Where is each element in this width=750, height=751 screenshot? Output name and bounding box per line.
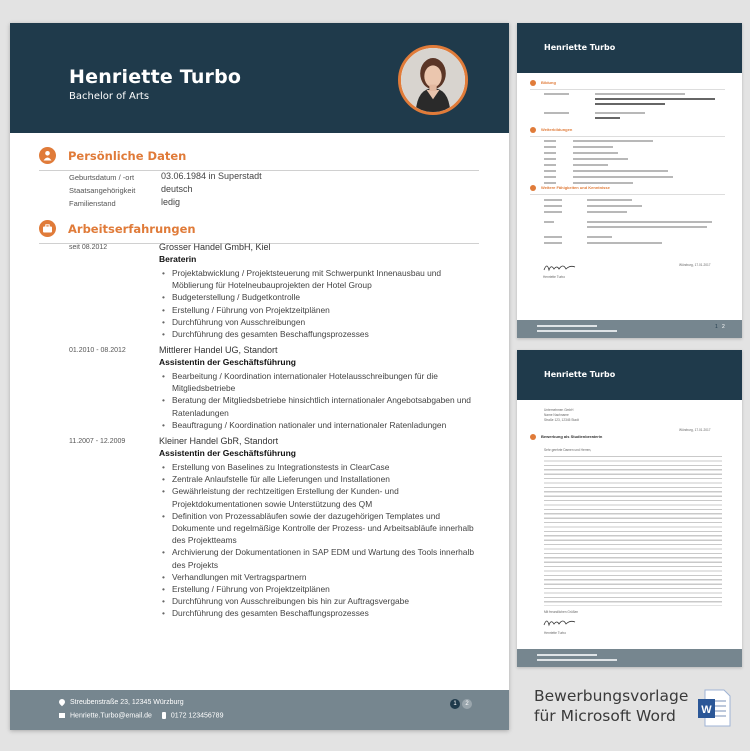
job-date: seit 08.2012 <box>69 244 108 251</box>
thumb-name: Henriette Turbo <box>544 43 616 52</box>
profile-photo <box>398 45 468 115</box>
letter-body <box>544 456 722 606</box>
job-task: • Erstellung / Führung von Projektzeitplänen <box>159 583 479 595</box>
recipient-line: Unternehmen GmbH <box>544 408 574 412</box>
job-task: • Bearbeitung / Koordination internationaler Hotelausschreibungen für die Mitgliedsbetriebe <box>159 370 479 394</box>
job-role: Assistentin der Geschäftsführung <box>159 448 296 458</box>
thumbnail-cover-letter <box>517 350 742 667</box>
job-tasks <box>159 370 479 431</box>
job-task: • Durchführung von Ausschreibungen <box>159 316 479 328</box>
thumb-name: Henriette Turbo <box>544 370 616 379</box>
personal-label: Geburtsdatum / -ort <box>69 173 135 182</box>
thumbnail-cv-page-2 <box>517 23 742 338</box>
job-company: Mittlerer Handel UG, Standort <box>159 345 278 355</box>
briefcase-icon <box>39 220 56 237</box>
personal-value: ledig <box>161 197 181 207</box>
mail-icon <box>59 713 65 718</box>
skills-icon <box>530 185 536 191</box>
product-caption <box>534 686 688 726</box>
cv-degree: Bachelor of Arts <box>69 91 150 102</box>
thumb-footer <box>517 649 742 667</box>
thumb-page: 1 <box>715 324 718 330</box>
thumb-signer: Henriette Turbo <box>543 275 565 279</box>
job-task: • Verhandlungen mit Vertragspartnern <box>159 571 479 583</box>
job-task: • Durchführung des gesamten Beschaffungsprozesses <box>159 328 479 340</box>
word-icon <box>696 688 732 728</box>
job-task: • Durchführung von Ausschreibungen bis hin zur Auftragsvergabe <box>159 595 479 607</box>
pen-icon <box>530 434 536 440</box>
job-task: • Gewährleistung der rechtzeitigen Erstellung der Kunden- und Projektdokumentationen sowie Unterstützung des QM <box>159 485 479 509</box>
job-role: Assistentin der Geschäftsführung <box>159 357 296 367</box>
personal-value: 03.06.1984 in Superstadt <box>161 171 262 181</box>
caption-line-2: für Microsoft Word <box>534 707 676 725</box>
letter-date: Würzburg, 17.01.2017 <box>679 428 711 432</box>
job-date: 01.2010 - 08.2012 <box>69 347 126 354</box>
thumb-date: Würzburg, 17.01.2017 <box>679 263 711 267</box>
job-task: • Zentrale Anlaufstelle für alle Lieferungen und Installationen <box>159 473 479 485</box>
footer-address-line <box>59 699 184 706</box>
page-indicator-active[interactable]: 1 <box>450 699 460 709</box>
thumb-header <box>517 23 742 73</box>
job-task: • Projektabwicklung / Projektsteuerung mit Schwerpunkt Innenausbau und Möblierung für Hotelneubauprojekten der Hotel Group <box>159 267 479 291</box>
job-task: • Erstellung / Führung von Projektzeitplänen <box>159 304 479 316</box>
job-task: • Beratung der Mitgliedsbetriebe hinsichtlich internationaler Angebotsabgaben und Ratenladungen <box>159 394 479 418</box>
location-icon <box>58 698 66 706</box>
book-icon <box>530 127 536 133</box>
letter-signer: Henriette Turbo <box>544 631 566 635</box>
job-task: • Definition von Prozessabläufen sowie der dazugehörigen Templates und Dokumente und regelmäßige Kontrolle der Prozess- und Arbeitsabläufe innerhalb des Projektteams <box>159 510 479 547</box>
job-task: • Archivierung der Dokumentationen in SAP EDM und Wartung des Tools innerhalb des Projekts <box>159 546 479 570</box>
job-task: • Erstellung von Baselines zu Integrationstests in ClearCase <box>159 461 479 473</box>
job-company: Grosser Handel GmbH, Kiel <box>159 242 271 252</box>
phone-icon <box>162 712 166 719</box>
thumb-section-title: Weiterbildungen <box>541 127 573 132</box>
job-tasks <box>159 267 479 340</box>
graduation-icon <box>530 80 536 86</box>
personal-value: deutsch <box>161 184 193 194</box>
thumb-section-title: Weitere Fähigkeiten und Kenntnisse <box>541 185 610 190</box>
cv-page-main <box>10 23 509 730</box>
footer-email: Henriette.Turbo@email.de <box>70 712 152 720</box>
job-task: • Beauftragung / Koordination nationaler und internationaler Ratenladungen <box>159 419 479 431</box>
page-indicator[interactable]: 2 <box>462 699 472 709</box>
section-title-experience: Arbeitserfahrungen <box>68 222 196 236</box>
recipient-line: Name Nachname <box>544 413 569 417</box>
job-role: Beraterin <box>159 254 197 264</box>
signature <box>543 616 577 628</box>
cv-header <box>10 23 509 133</box>
signature <box>543 261 577 273</box>
thumb-header <box>517 350 742 400</box>
recipient-line: Straße 123, 12345 Stadt <box>544 418 579 422</box>
cv-name: Henriette Turbo <box>69 66 242 88</box>
letter-closing: Mit freundlichen Grüßen <box>544 610 579 614</box>
caption-line-1: Bewerbungsvorlage <box>534 687 689 705</box>
thumb-page: 2 <box>722 324 725 330</box>
word-icon-letter: W <box>701 704 712 716</box>
cv-footer <box>10 690 509 730</box>
job-company: Kleiner Handel GbR, Standort <box>159 436 279 446</box>
job-tasks <box>159 461 479 620</box>
thumb-section-title: Bildung <box>541 80 556 85</box>
letter-subject-text: Bewerbung als Studienberaterin <box>541 434 603 439</box>
footer-phone: 0172 123456789 <box>170 712 224 720</box>
job-task: • Durchführung des gesamten Beschaffungsprozesses <box>159 607 479 619</box>
personal-label: Familienstand <box>69 199 116 208</box>
letter-greeting: Sehr geehrte Damen und Herren, <box>544 448 592 452</box>
thumb-footer <box>517 320 742 338</box>
footer-address: Streubenstraße 23, 12345 Würzburg <box>70 699 184 706</box>
personal-label: Staatsangehörigkeit <box>69 186 136 195</box>
job-date: 11.2007 - 12.2009 <box>69 438 126 445</box>
job-task: • Budgeterstellung / Budgetkontrolle <box>159 291 479 303</box>
footer-contact-line <box>59 712 223 719</box>
person-icon <box>39 147 56 164</box>
section-title-personal: Persönliche Daten <box>68 149 187 163</box>
